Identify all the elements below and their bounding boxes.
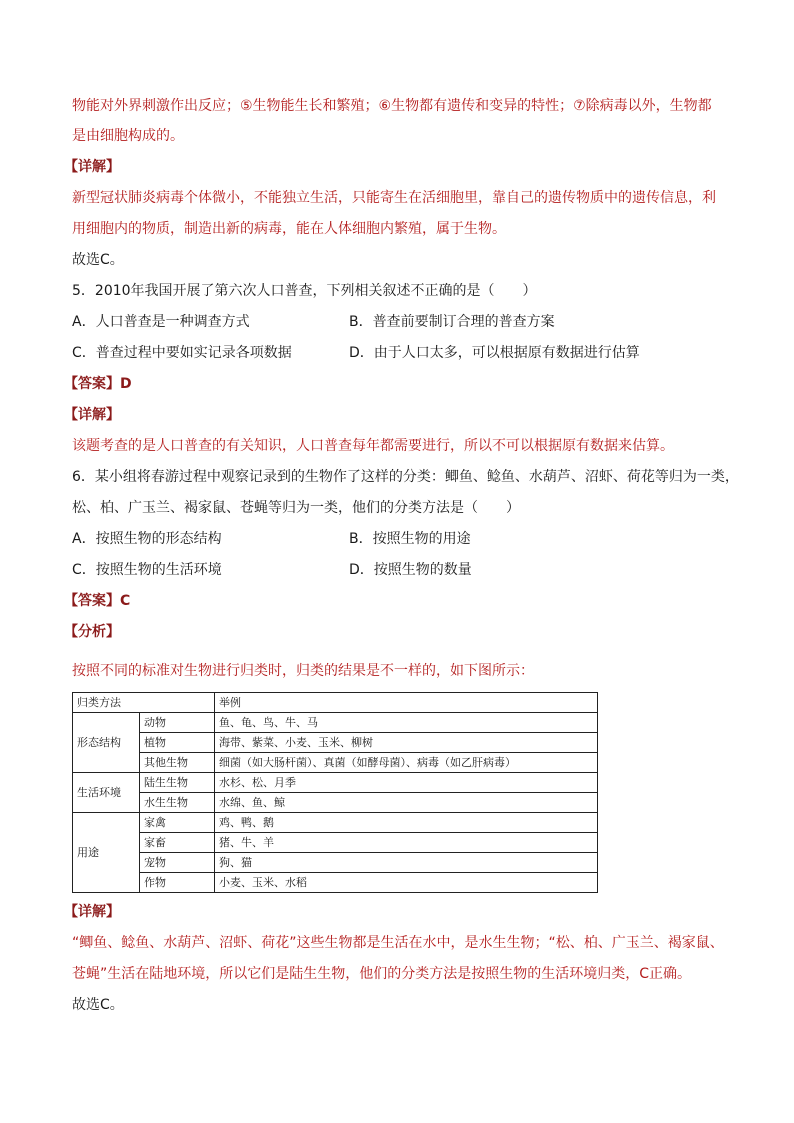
table-cell: 鸡、鸭、鹅: [215, 813, 598, 833]
table-cell: 其他生物: [140, 753, 215, 773]
q6-option-a: A．按照生物的形态结构: [72, 531, 222, 547]
q5-option-c: C．普查过程中要如实记录各项数据: [72, 345, 292, 361]
table-cell: 家畜: [140, 833, 215, 853]
text-line: 按照不同的标准对生物进行归类时，归类的结果是不一样的，如下图所示：: [72, 663, 534, 679]
question-6-stem: 松、柏、广玉兰、褐家鼠、苍蝇等归为一类，他们的分类方法是（ ）: [72, 500, 520, 516]
table-cell: 用途: [73, 813, 140, 893]
answer-tag: 【答案】C: [64, 593, 131, 609]
question-6-stem: 6．某小组将春游过程中观察记录到的生物作了这样的分类：鲫鱼、鲶鱼、水葫芦、沼虾、荷花等归为一类，: [72, 469, 739, 485]
classification-table: [72, 692, 598, 893]
table-cell: 细菌（如大肠杆菌）、真菌（如酵母菌）、病毒（如乙肝病毒）: [215, 753, 598, 773]
table-row: [73, 793, 598, 813]
table-header-cell: 举例: [215, 693, 598, 713]
table-cell: 水生生物: [140, 793, 215, 813]
table-row: [73, 853, 598, 873]
q5-option-b: B．普查前要制订合理的普查方案: [349, 314, 555, 330]
analysis-tag: 【分析】: [64, 624, 120, 640]
text-line: 是由细胞构成的。: [72, 128, 184, 144]
q6-option-b: B．按照生物的用途: [349, 531, 471, 547]
answer-tag: 【答案】D: [64, 376, 132, 392]
choose-line: 故选C。: [72, 252, 124, 268]
table-cell: 猪、牛、羊: [215, 833, 598, 853]
detail-tag: 【详解】: [64, 904, 120, 920]
q6-option-c: C．按照生物的生活环境: [72, 562, 222, 578]
q5-option-d: D．由于人口太多，可以根据原有数据进行估算: [349, 345, 640, 361]
q5-option-a: A．人口普查是一种调查方式: [72, 314, 250, 330]
detail-tag: 【详解】: [64, 159, 120, 175]
choose-line: 故选C。: [72, 997, 124, 1013]
table-cell: 形态结构: [73, 713, 140, 773]
text-line: 新型冠状肺炎病毒个体微小，不能独立生活，只能寄生在活细胞里，靠自己的遗传物质中的遗传信息，利: [72, 190, 716, 206]
table-cell: 生活环境: [73, 773, 140, 813]
table-cell: 狗、猫: [215, 853, 598, 873]
table-cell: 植物: [140, 733, 215, 753]
text-line: 该题考查的是人口普查的有关知识，人口普查每年都需要进行，所以不可以根据原有数据来估算。: [72, 438, 674, 454]
question-5-stem: 5．2010年我国开展了第六次人口普查，下列相关叙述不正确的是（ ）: [72, 283, 537, 299]
text-line: 物能对外界刺激作出反应；⑤生物能生长和繁殖；⑥生物都有遗传和变异的特性；⑦除病毒以外，生物都: [72, 98, 712, 114]
table-row: [73, 873, 598, 893]
table-cell: 小麦、玉米、水稻: [215, 873, 598, 893]
table-row: [73, 733, 598, 753]
text-line: 苍蝇”生活在陆地环境，所以它们是陆生生物，他们的分类方法是按照生物的生活环境归类，C正确。: [72, 966, 692, 982]
q6-option-d: D．按照生物的数量: [349, 562, 472, 578]
table-row: [73, 813, 598, 833]
table-cell: 作物: [140, 873, 215, 893]
table-row: [73, 713, 598, 733]
table-row: [73, 753, 598, 773]
table-header-cell: 归类方法: [73, 693, 215, 713]
table-cell: 海带、紫菜、小麦、玉米、柳树: [215, 733, 598, 753]
table-cell: 陆生生物: [140, 773, 215, 793]
table-cell: 水杉、松、月季: [215, 773, 598, 793]
detail-tag: 【详解】: [64, 407, 120, 423]
table-cell: 鱼、龟、鸟、牛、马: [215, 713, 598, 733]
table-cell: 家禽: [140, 813, 215, 833]
table-header-row: [73, 693, 598, 713]
text-line: “鲫鱼、鲶鱼、水葫芦、沼虾、荷花”这些生物都是生活在水中，是水生生物；“松、柏、广玉兰、褐家鼠、: [72, 935, 724, 951]
table-cell: 宠物: [140, 853, 215, 873]
table-row: [73, 773, 598, 793]
table-row: [73, 833, 598, 853]
table-cell: 动物: [140, 713, 215, 733]
table-cell: 水绵、鱼、鲸: [215, 793, 598, 813]
text-line: 用细胞内的物质，制造出新的病毒，能在人体细胞内繁殖，属于生物。: [72, 221, 506, 237]
